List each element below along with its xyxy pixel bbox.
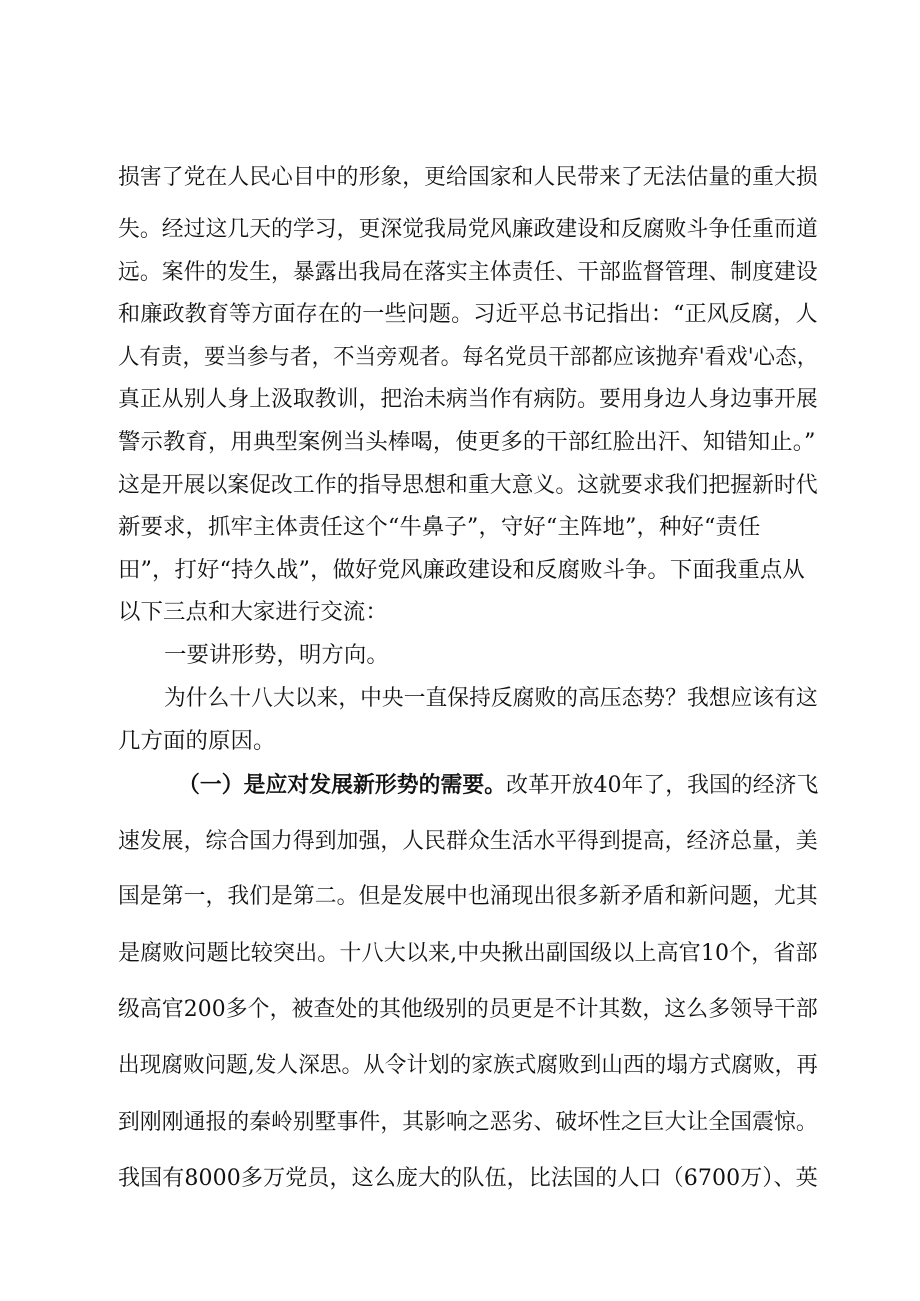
paragraph-line: 到刚刚通报的秦岭别墅事件，其影响之恶劣、破坏性之巨大让全国震惊。 xyxy=(118,1109,818,1135)
paragraph-line: 是腐败问题比较突出。十八大以来,中央揪出副国级以上高官10个，省部 xyxy=(118,940,818,966)
paragraph-line: 和廉政教育等方面存在的一些问题。习近平总书记指出：“正风反腐，人 xyxy=(118,301,818,327)
paragraph-line: 这是开展以案促改工作的指导思想和重大意义。这就要求我们把握新时代 xyxy=(118,472,818,498)
paragraph-line: 级高官200多个，被查处的其他级别的员更是不计其数，这么多领导干部 xyxy=(118,996,818,1022)
point-heading: 一要讲形势，明方向。 xyxy=(164,642,389,668)
paragraph-line: 失。经过这几天的学习，更深觉我局党风廉政建设和反腐败斗争任重而道 xyxy=(118,216,818,242)
section-first-line xyxy=(178,770,818,800)
paragraph-line: 人有责，要当参与者，不当旁观者。每名党员干部都应该抛弃'看戏'心态， xyxy=(118,344,819,370)
paragraph-line: 我国有8000多万党员，这么庞大的队伍，比法国的人口（6700万）、英 xyxy=(118,1165,818,1191)
paragraph-line: 速发展，综合国力得到加强，人民群众生活水平得到提高，经济总量，美 xyxy=(118,828,818,854)
paragraph-line: 出现腐败问题,发人深思。从令计划的家族式腐败到山西的塌方式腐败，再 xyxy=(118,1052,818,1078)
paragraph-line: 损害了党在人民心目中的形象，更给国家和人民带来了无法估量的重大损 xyxy=(118,164,818,190)
paragraph-line: 以下三点和大家进行交流： xyxy=(118,599,388,625)
paragraph-line: 远。案件的发生，暴露出我局在落实主体责任、干部监督管理、制度建设 xyxy=(118,259,818,285)
paragraph-line: 几方面的原因。 xyxy=(118,728,276,754)
paragraph-line: 新要求，抓牢主体责任这个“牛鼻子”，守好“主阵地”，种好“责任 xyxy=(118,514,761,540)
paragraph-line: 警示教育，用典型案例当头棒喝，使更多的干部红脸出汗、知错知止。” xyxy=(118,429,816,455)
paragraph-line: 为什么十八大以来，中央一直保持反腐败的高压态势？我想应该有这 xyxy=(164,685,818,711)
paragraph-line: 田”，打好“持久战”，做好党风廉政建设和反腐败斗争。下面我重点从 xyxy=(118,557,805,583)
paragraph-line: 真正从别人身上汲取教训，把治未病当作有病防。要用身边人身边事开展 xyxy=(118,386,818,412)
section-heading: （一）是应对发展新形势的需要。 xyxy=(178,772,507,798)
paragraph-line: 国是第一，我们是第二。但是发展中也涌现出很多新矛盾和新问题，尤其 xyxy=(118,883,818,909)
section-text: 改革开放40年了，我国的经济飞 xyxy=(506,772,819,798)
